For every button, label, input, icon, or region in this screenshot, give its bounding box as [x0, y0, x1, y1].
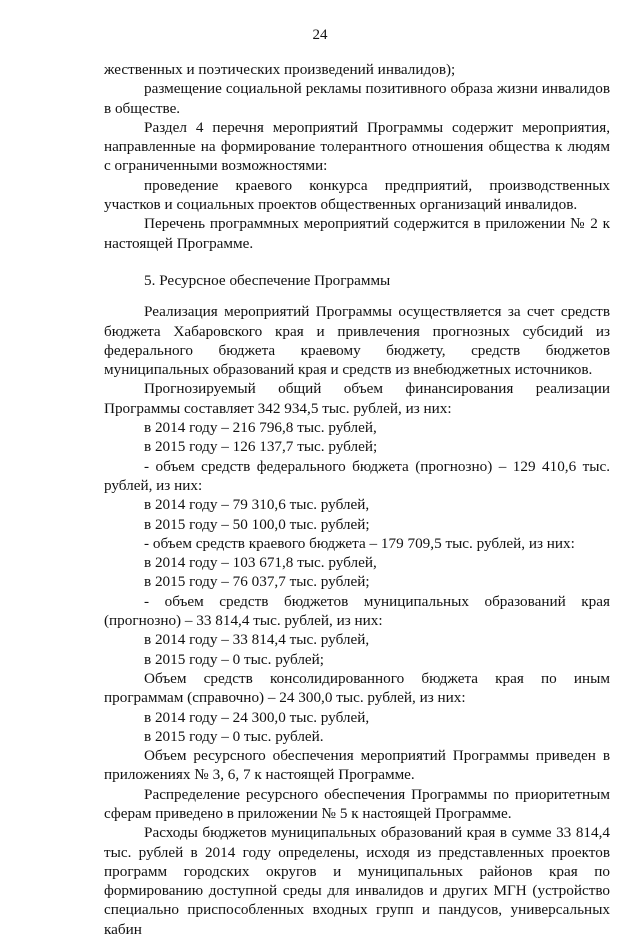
paragraph: Раздел 4 перечня мероприятий Программы содержит мероприятия, направленные на формирование толерантного отношения общества к людям с ограниченными возможностями:	[104, 118, 610, 175]
list-item: - объем средств краевого бюджета – 179 709,5 тыс. рублей, из них:	[144, 534, 575, 552]
paragraph: Объем средств консолидированного бюджета края по иным программам (справочно) – 24 300,0 тыс. рублей, из них:	[104, 669, 610, 707]
list-item: в 2014 году – 79 310,6 тыс. рублей,	[144, 496, 370, 514]
paragraph: Объем ресурсного обеспечения мероприятий Программы приведен в приложениях № 3, 6, 7 к настоящей Программе.	[104, 747, 610, 784]
section-heading: 5. Ресурсное обеспечение Программы	[144, 271, 391, 289]
paragraph: размещение социальной рекламы позитивного образа жизни инвалидов в обществе.	[104, 80, 610, 117]
list-item: в 2014 году – 216 796,8 тыс. рублей,	[144, 419, 377, 437]
paragraph: Прогнозируемый общий объем финансирования реализации Программы составляет 342 934,5 тыс. рублей, из них:	[104, 380, 610, 417]
page-number: 24	[312, 27, 328, 43]
list-item: - объем средств федерального бюджета (прогнозно) – 129 410,6 тыс. рублей, из них:	[104, 457, 610, 494]
list-item: в 2015 году – 0 тыс. рублей.	[144, 727, 324, 745]
list-item: в 2015 году – 126 137,7 тыс. рублей;	[144, 438, 378, 456]
list-item: в 2014 году – 103 671,8 тыс. рублей,	[144, 554, 377, 572]
paragraph: Перечень программных мероприятий содержится в приложении № 2 к настоящей Программе.	[104, 215, 610, 252]
document-body	[104, 60, 610, 939]
list-item: в 2014 году – 24 300,0 тыс. рублей,	[144, 708, 370, 726]
paragraph: проведение краевого конкурса предприятий, производственных участков и социальных проектов общественных организаций инвалидов.	[104, 176, 610, 214]
list-item: в 2015 году – 0 тыс. рублей;	[144, 650, 325, 668]
list-item: в 2014 году – 33 814,4 тыс. рублей,	[144, 631, 370, 649]
paragraph: Расходы бюджетов муниципальных образований края в сумме 33 814,4 тыс. рублей в 2014 году определены, исходя из представленных проектов программ городских округов и муниципальных районов края по формированию доступной среды для инвалидов и других МГН (устройство специально приспособленных входных групп и пандусов, универсальных кабин	[104, 824, 610, 938]
list-item: в 2015 году – 50 100,0 тыс. рублей;	[144, 515, 370, 533]
list-item: в 2015 году – 76 037,7 тыс. рублей;	[144, 573, 370, 591]
paragraph: Реализация мероприятий Программы осуществляется за счет средств бюджета Хабаровского края и привлечения прогнозных субсидий из федерального бюджета краевому бюджету, средств бюджетов муниципальных образований края и средств из внебюджетных источников.	[104, 303, 610, 379]
paragraph: жественных и поэтических произведений инвалидов);	[104, 61, 456, 78]
list-item: - объем средств бюджетов муниципальных образований края (прогнозно) – 33 814,4 тыс. рублей, из них:	[104, 592, 610, 630]
paragraph: Распределение ресурсного обеспечения Программы по приоритетным сферам приведено в приложении № 5 к настоящей Программе.	[104, 785, 610, 822]
